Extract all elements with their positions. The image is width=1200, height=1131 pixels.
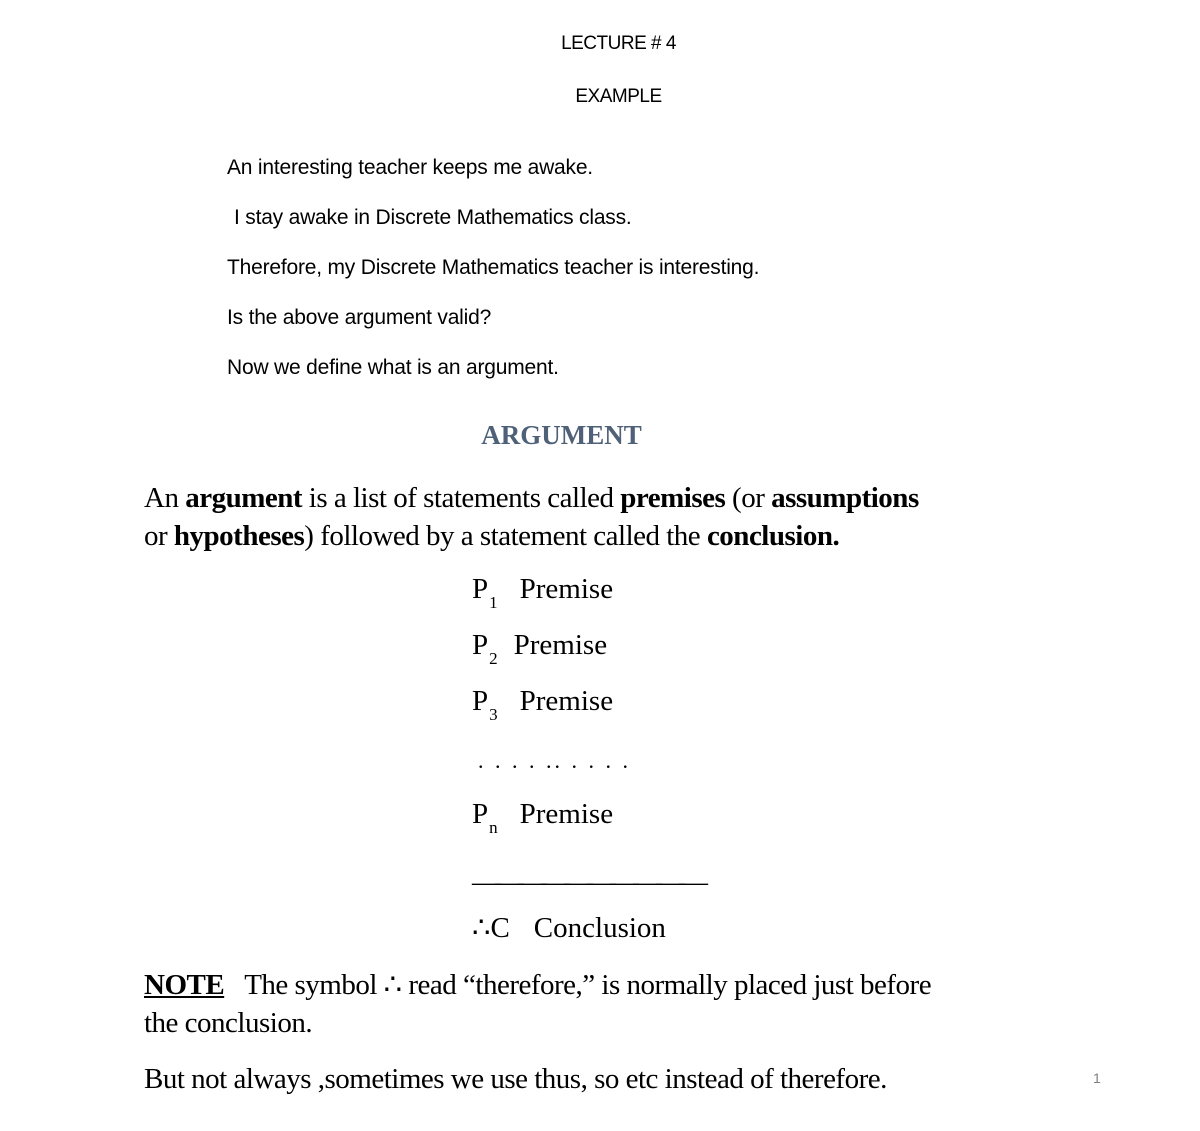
premise-symbol: P bbox=[472, 629, 489, 661]
example-line: Now we define what is an argument. bbox=[227, 356, 559, 379]
term-assumptions: assumptions bbox=[771, 482, 919, 514]
premise-label: Premise bbox=[513, 629, 608, 661]
definition-line-2 bbox=[144, 517, 919, 555]
example-line: Therefore, my Discrete Mathematics teacher is interesting. bbox=[227, 256, 760, 279]
lecture-title: LECTURE # 4 bbox=[561, 33, 676, 54]
therefore-symbol: ∴C bbox=[472, 912, 510, 944]
premise-label: Premise bbox=[519, 685, 614, 717]
definition-text: An bbox=[144, 482, 186, 514]
definition-paragraph bbox=[144, 479, 919, 555]
page-number: 1 bbox=[1093, 1070, 1101, 1086]
premise-label: Premise bbox=[519, 798, 614, 830]
premise-symbol: P bbox=[472, 798, 489, 830]
definition-text: or bbox=[144, 520, 174, 552]
premise-row bbox=[472, 629, 608, 668]
note-line-2: the conclusion. bbox=[144, 1007, 313, 1039]
ellipsis: . . . . .. . . . . bbox=[478, 748, 631, 773]
example-line: An interesting teacher keeps me awake. bbox=[227, 156, 593, 179]
note-paragraph bbox=[144, 966, 931, 1042]
premise-subscript: n bbox=[489, 818, 498, 837]
conclusion-rule: —————————— bbox=[472, 866, 702, 898]
note-label: NOTE bbox=[144, 969, 225, 1001]
definition-text: ) followed by a statement called the bbox=[304, 520, 707, 552]
definition-text: (or bbox=[725, 482, 772, 514]
definition-line-1 bbox=[144, 479, 919, 517]
note-line-1 bbox=[144, 966, 931, 1004]
premise-symbol: P bbox=[472, 685, 489, 717]
premise-subscript: 3 bbox=[489, 705, 498, 724]
premise-row bbox=[472, 798, 614, 837]
example-line: I stay awake in Discrete Mathematics class. bbox=[234, 206, 632, 229]
premise-subscript: 2 bbox=[489, 649, 498, 668]
extra-note: But not always ,sometimes we use thus, so etc instead of therefore. bbox=[144, 1063, 887, 1095]
example-title: EXAMPLE bbox=[575, 86, 662, 107]
definition-text: is a list of statements called bbox=[302, 482, 621, 514]
premise-row bbox=[472, 685, 614, 724]
term-argument: argument bbox=[185, 482, 303, 514]
premise-row bbox=[472, 573, 614, 612]
conclusion-label: Conclusion bbox=[533, 912, 666, 944]
conclusion-row bbox=[472, 910, 666, 945]
premise-subscript: 1 bbox=[489, 593, 498, 612]
premise-symbol: P bbox=[472, 573, 489, 605]
term-conclusion: conclusion. bbox=[706, 520, 840, 552]
argument-heading: ARGUMENT bbox=[481, 420, 642, 450]
example-line: Is the above argument valid? bbox=[227, 306, 492, 329]
premise-label: Premise bbox=[519, 573, 614, 605]
note-text: The symbol ∴ read “therefore,” is normally placed just before bbox=[244, 969, 932, 1001]
term-hypotheses: hypotheses bbox=[173, 520, 305, 552]
term-premises: premises bbox=[620, 482, 726, 514]
